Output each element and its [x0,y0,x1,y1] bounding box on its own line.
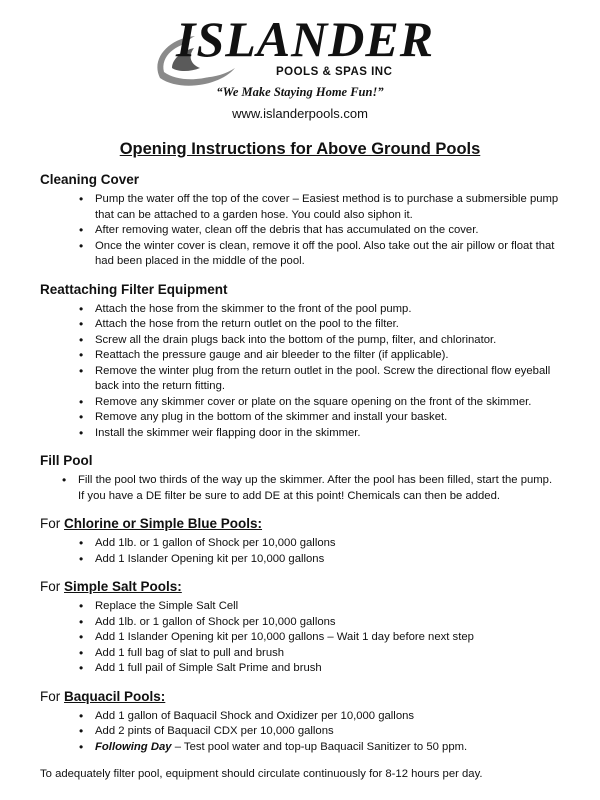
logo-subtitle: POOLS & SPAS INC [276,66,393,78]
bullet-list [40,302,560,442]
logo-wordmark: ISLANDER [176,11,435,67]
following-day-text: – Test pool water and top-up Baquacil Sanitizer to 50 ppm. [171,740,468,753]
page-title: Opening Instructions for Above Ground Pools [119,140,481,158]
list-item: • Remove the winter plug from the return outlet in the pool. Screw the directional flow eyeball back into the return fitting. [79,364,560,395]
bullet-list [40,192,560,270]
list-item: • Add 1 Islander Opening kit per 10,000 gallons [79,552,560,568]
website-link[interactable]: www.islanderpools.com [232,106,368,121]
list-item: • Attach the hose from the skimmer to the front of the pool pump. [79,302,560,318]
list-item: • Fill the pool two thirds of the way up the skimmer. After the pool has been filled, start the pump. If you have a DE filter be sure to add DE at this point! Chemicals can then be added. [62,473,560,504]
bullet-list [40,473,560,504]
list-item: • Add 1 full bag of slat to pull and brush [79,646,560,662]
list-item: • Reattach the pressure gauge and air bleeder to the filter (if applicable). [79,348,560,364]
islander-logo [150,8,435,94]
section-heading: Fill Pool [40,453,93,468]
section-baquacil [40,689,560,756]
heading-prefix: For [40,516,65,531]
list-item: • Attach the hose from the return outlet on the pool to the filter. [79,317,560,333]
list-item: • Install the skimmer weir flapping door in the skimmer. [79,426,560,442]
section-chlorine [40,516,560,567]
list-item: • Add 1lb. or 1 gallon of Shock per 10,000 gallons [79,536,560,552]
list-item: • Remove any plug in the bottom of the skimmer and install your basket. [79,410,560,426]
list-item: • Add 1 Islander Opening kit per 10,000 gallons – Wait 1 day before next step [79,630,560,646]
section-fill-pool [40,453,560,504]
section-simple-salt [40,579,560,677]
section-reattaching-filter [40,282,560,442]
header [0,0,600,130]
document-body [40,172,560,782]
list-item: • Once the winter cover is clean, remove it off the pool. Also take out the air pillow or float that had been placed in the middle of the pool. [79,239,560,270]
heading-prefix: For [40,688,65,704]
section-heading: Cleaning Cover [40,172,140,187]
list-item: • Replace the Simple Salt Cell [79,599,560,615]
list-item: • Remove any skimmer cover or plate on the square opening on the front of the skimmer. [79,395,560,411]
heading-underlined: Baquacil Pools: [64,688,166,704]
heading-underlined: Simple Salt Pools: [64,579,182,594]
following-day-label: Following Day [95,740,172,753]
section-heading [40,516,560,531]
section-heading: Reattaching Filter Equipment [40,281,228,297]
section-cleaning-cover [40,172,560,270]
list-item [79,740,560,756]
bullet-list [40,709,560,756]
list-item: • After removing water, clean off the debris that has accumulated on the cover. [79,223,560,239]
list-item: • Add 1 gallon of Baquacil Shock and Oxidizer per 10,000 gallons [79,709,560,725]
list-item: • Screw all the drain plugs back into the bottom of the pump, filter, and chlorinator. [79,333,560,349]
bullet-list [40,599,560,677]
section-heading [40,689,560,704]
list-item: • Pump the water off the top of the cover – Easiest method is to purchase a submersible pump that can be attached to a garden hose. You could also siphon it. [79,192,560,223]
heading-prefix: For [40,579,65,594]
footer-note: To adequately filter pool, equipment should circulate continuously for 8-12 hours per day. [40,768,483,780]
bullet-list [40,536,560,567]
tagline: “We Make Staying Home Fun!” [216,85,384,99]
list-item: • Add 1lb. or 1 gallon of Shock per 10,000 gallons [79,615,560,631]
heading-underlined: Chlorine or Simple Blue Pools: [64,516,263,531]
list-item: • Add 2 pints of Baquacil CDX per 10,000 gallons [79,724,560,740]
list-item: • Add 1 full pail of Simple Salt Prime and brush [79,661,560,677]
section-heading [40,579,560,594]
